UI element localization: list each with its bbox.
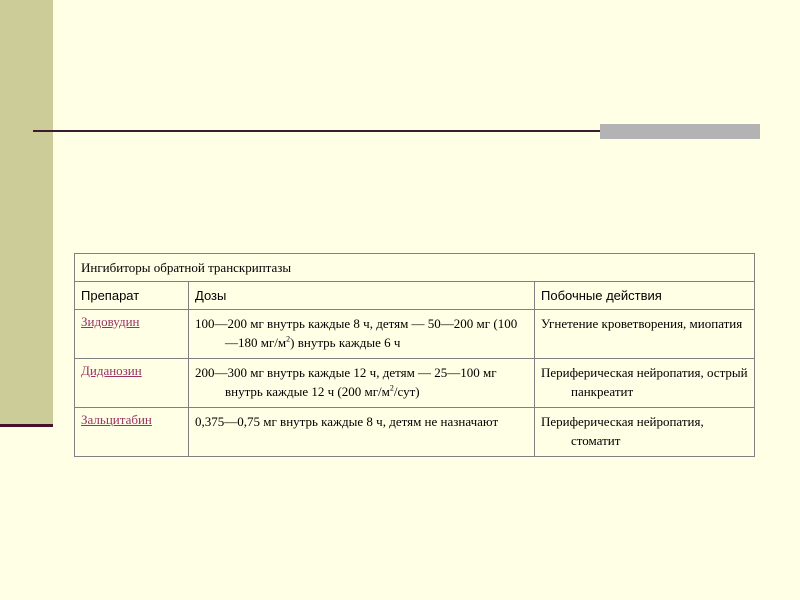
- dose-text-part: /сут): [393, 384, 420, 399]
- dose-text-part: ) внутрь каждые 6 ч: [290, 335, 401, 350]
- drug-link-zidovudine[interactable]: Зидовудин: [81, 314, 140, 329]
- table-header-row: [75, 282, 755, 310]
- dose-text: [195, 363, 528, 401]
- side-effects-cell: [535, 408, 755, 457]
- dose-cell: [189, 310, 535, 359]
- drug-cell: [75, 408, 189, 457]
- header-side-effects: Побочные действия: [535, 282, 755, 310]
- dose-superscript: 2: [389, 383, 394, 393]
- side-effects-cell: [535, 310, 755, 359]
- dose-text: [195, 412, 528, 431]
- dose-text-part: 100—200 мг внутрь каждые 8 ч, детям — 50—200 мг (100—180 мг/м: [195, 316, 518, 350]
- title-accent-block: [600, 124, 760, 139]
- reverse-transcriptase-table: [74, 253, 755, 457]
- table-row: [75, 310, 755, 359]
- decorative-side-bar: [0, 0, 53, 424]
- side-effects-text: Угнетение кроветворения, миопатия: [541, 316, 743, 331]
- dose-cell: [189, 359, 535, 408]
- header-drug: Препарат: [75, 282, 189, 310]
- side-effects-text: Периферическая нейропатия, острый панкреатит: [541, 365, 748, 399]
- side-effects-cell: [535, 359, 755, 408]
- drug-link-didanosine[interactable]: Диданозин: [81, 363, 142, 378]
- header-dose: Дозы: [189, 282, 535, 310]
- side-effects-text: Периферическая нейропатия, стоматит: [541, 414, 704, 448]
- dose-text-part: 200—300 мг внутрь каждые 12 ч, детям — 25—100 мг внутрь каждые 12 ч (200 мг/м: [195, 365, 497, 399]
- table-caption: Ингибиторы обратной транскриптазы: [75, 254, 755, 282]
- dose-text: [195, 314, 528, 352]
- table-row: [75, 359, 755, 408]
- dose-superscript: 2: [286, 334, 291, 344]
- table-caption-row: [75, 254, 755, 282]
- dose-cell: [189, 408, 535, 457]
- drug-link-zalcitabine[interactable]: Зальцитабин: [81, 412, 152, 427]
- table-row: [75, 408, 755, 457]
- dose-text-part: 0,375—0,75 мг внутрь каждые 8 ч, детям не назначают: [195, 414, 499, 429]
- drug-cell: [75, 310, 189, 359]
- drug-cell: [75, 359, 189, 408]
- side-bar-underline: [0, 424, 53, 427]
